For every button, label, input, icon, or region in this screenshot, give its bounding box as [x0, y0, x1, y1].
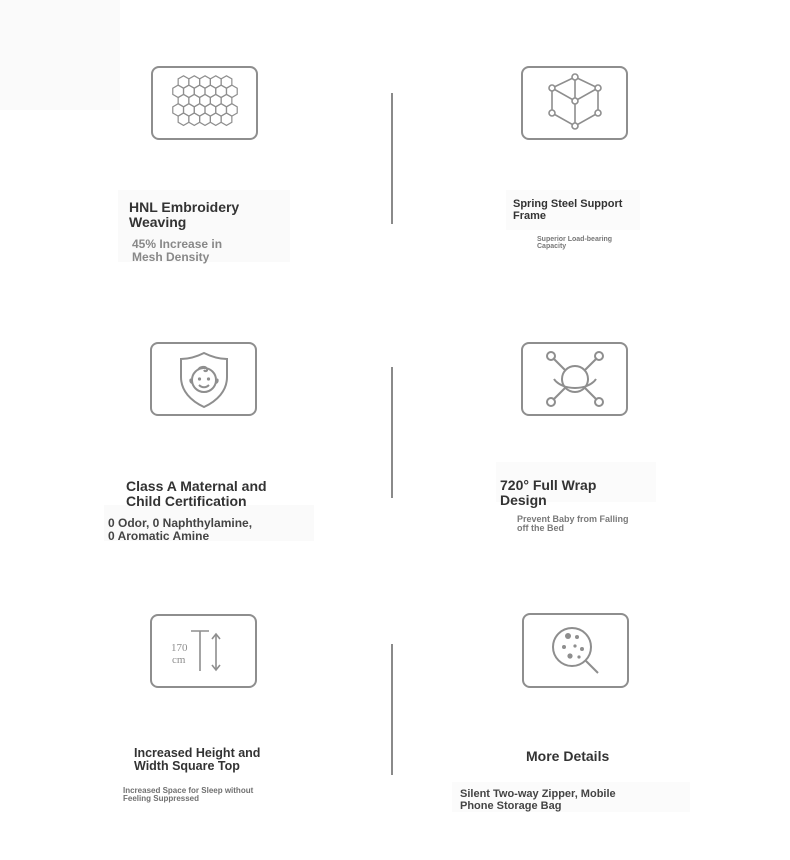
height-ruler-icon: [169, 623, 239, 679]
feature-icon-box: [151, 66, 258, 140]
feature-subtitle: Silent Two-way Zipper, Mobile Phone Storage Bag: [460, 788, 616, 812]
honeycomb-mesh-icon: [165, 73, 245, 133]
feature-icon-box: [522, 613, 629, 688]
feature-subtitle: Prevent Baby from Falling off the Bed: [517, 514, 629, 534]
feature-subtitle: Increased Space for Sleep without Feeling Suppressed: [123, 786, 254, 804]
background-smudge: [0, 0, 120, 110]
orbit-network-icon: [540, 347, 610, 411]
feature-subtitle: Superior Load-bearing Capacity: [537, 236, 613, 251]
hexagon-cell: [210, 113, 221, 125]
column-divider: [391, 644, 393, 775]
feature-subtitle: 0 Odor, 0 Naphthylamine, 0 Aromatic Amine: [108, 516, 253, 543]
hexagon-cell: [188, 113, 199, 125]
feature-title: Increased Height and Width Square Top: [134, 746, 261, 774]
hexagon-cell: [199, 113, 210, 125]
magnifier-dots-icon: [544, 619, 608, 683]
feature-icon-box: [150, 342, 257, 416]
svg-text:cm: cm: [171, 654, 185, 666]
baby-shield-icon: [174, 347, 234, 411]
feature-title: Class A Maternal and Child Certification: [126, 478, 267, 509]
column-divider: [391, 93, 393, 224]
feature-icon-box: [521, 66, 628, 140]
feature-icon-box: [150, 614, 257, 688]
cube-frame-icon: [540, 71, 610, 135]
feature-title: 720° Full Wrap Design: [500, 477, 597, 508]
feature-subtitle: 45% Increase in Mesh Density: [132, 237, 223, 264]
column-divider: [391, 367, 393, 498]
feature-title: HNL Embroidery Weaving: [129, 199, 240, 230]
feature-title: More Details: [526, 748, 610, 764]
feature-icon-box: [521, 342, 628, 416]
hexagon-cell: [178, 113, 189, 125]
hexagon-cell: [221, 113, 232, 125]
feature-title: Spring Steel Support Frame: [513, 198, 623, 222]
svg-text:170: 170: [170, 642, 187, 654]
